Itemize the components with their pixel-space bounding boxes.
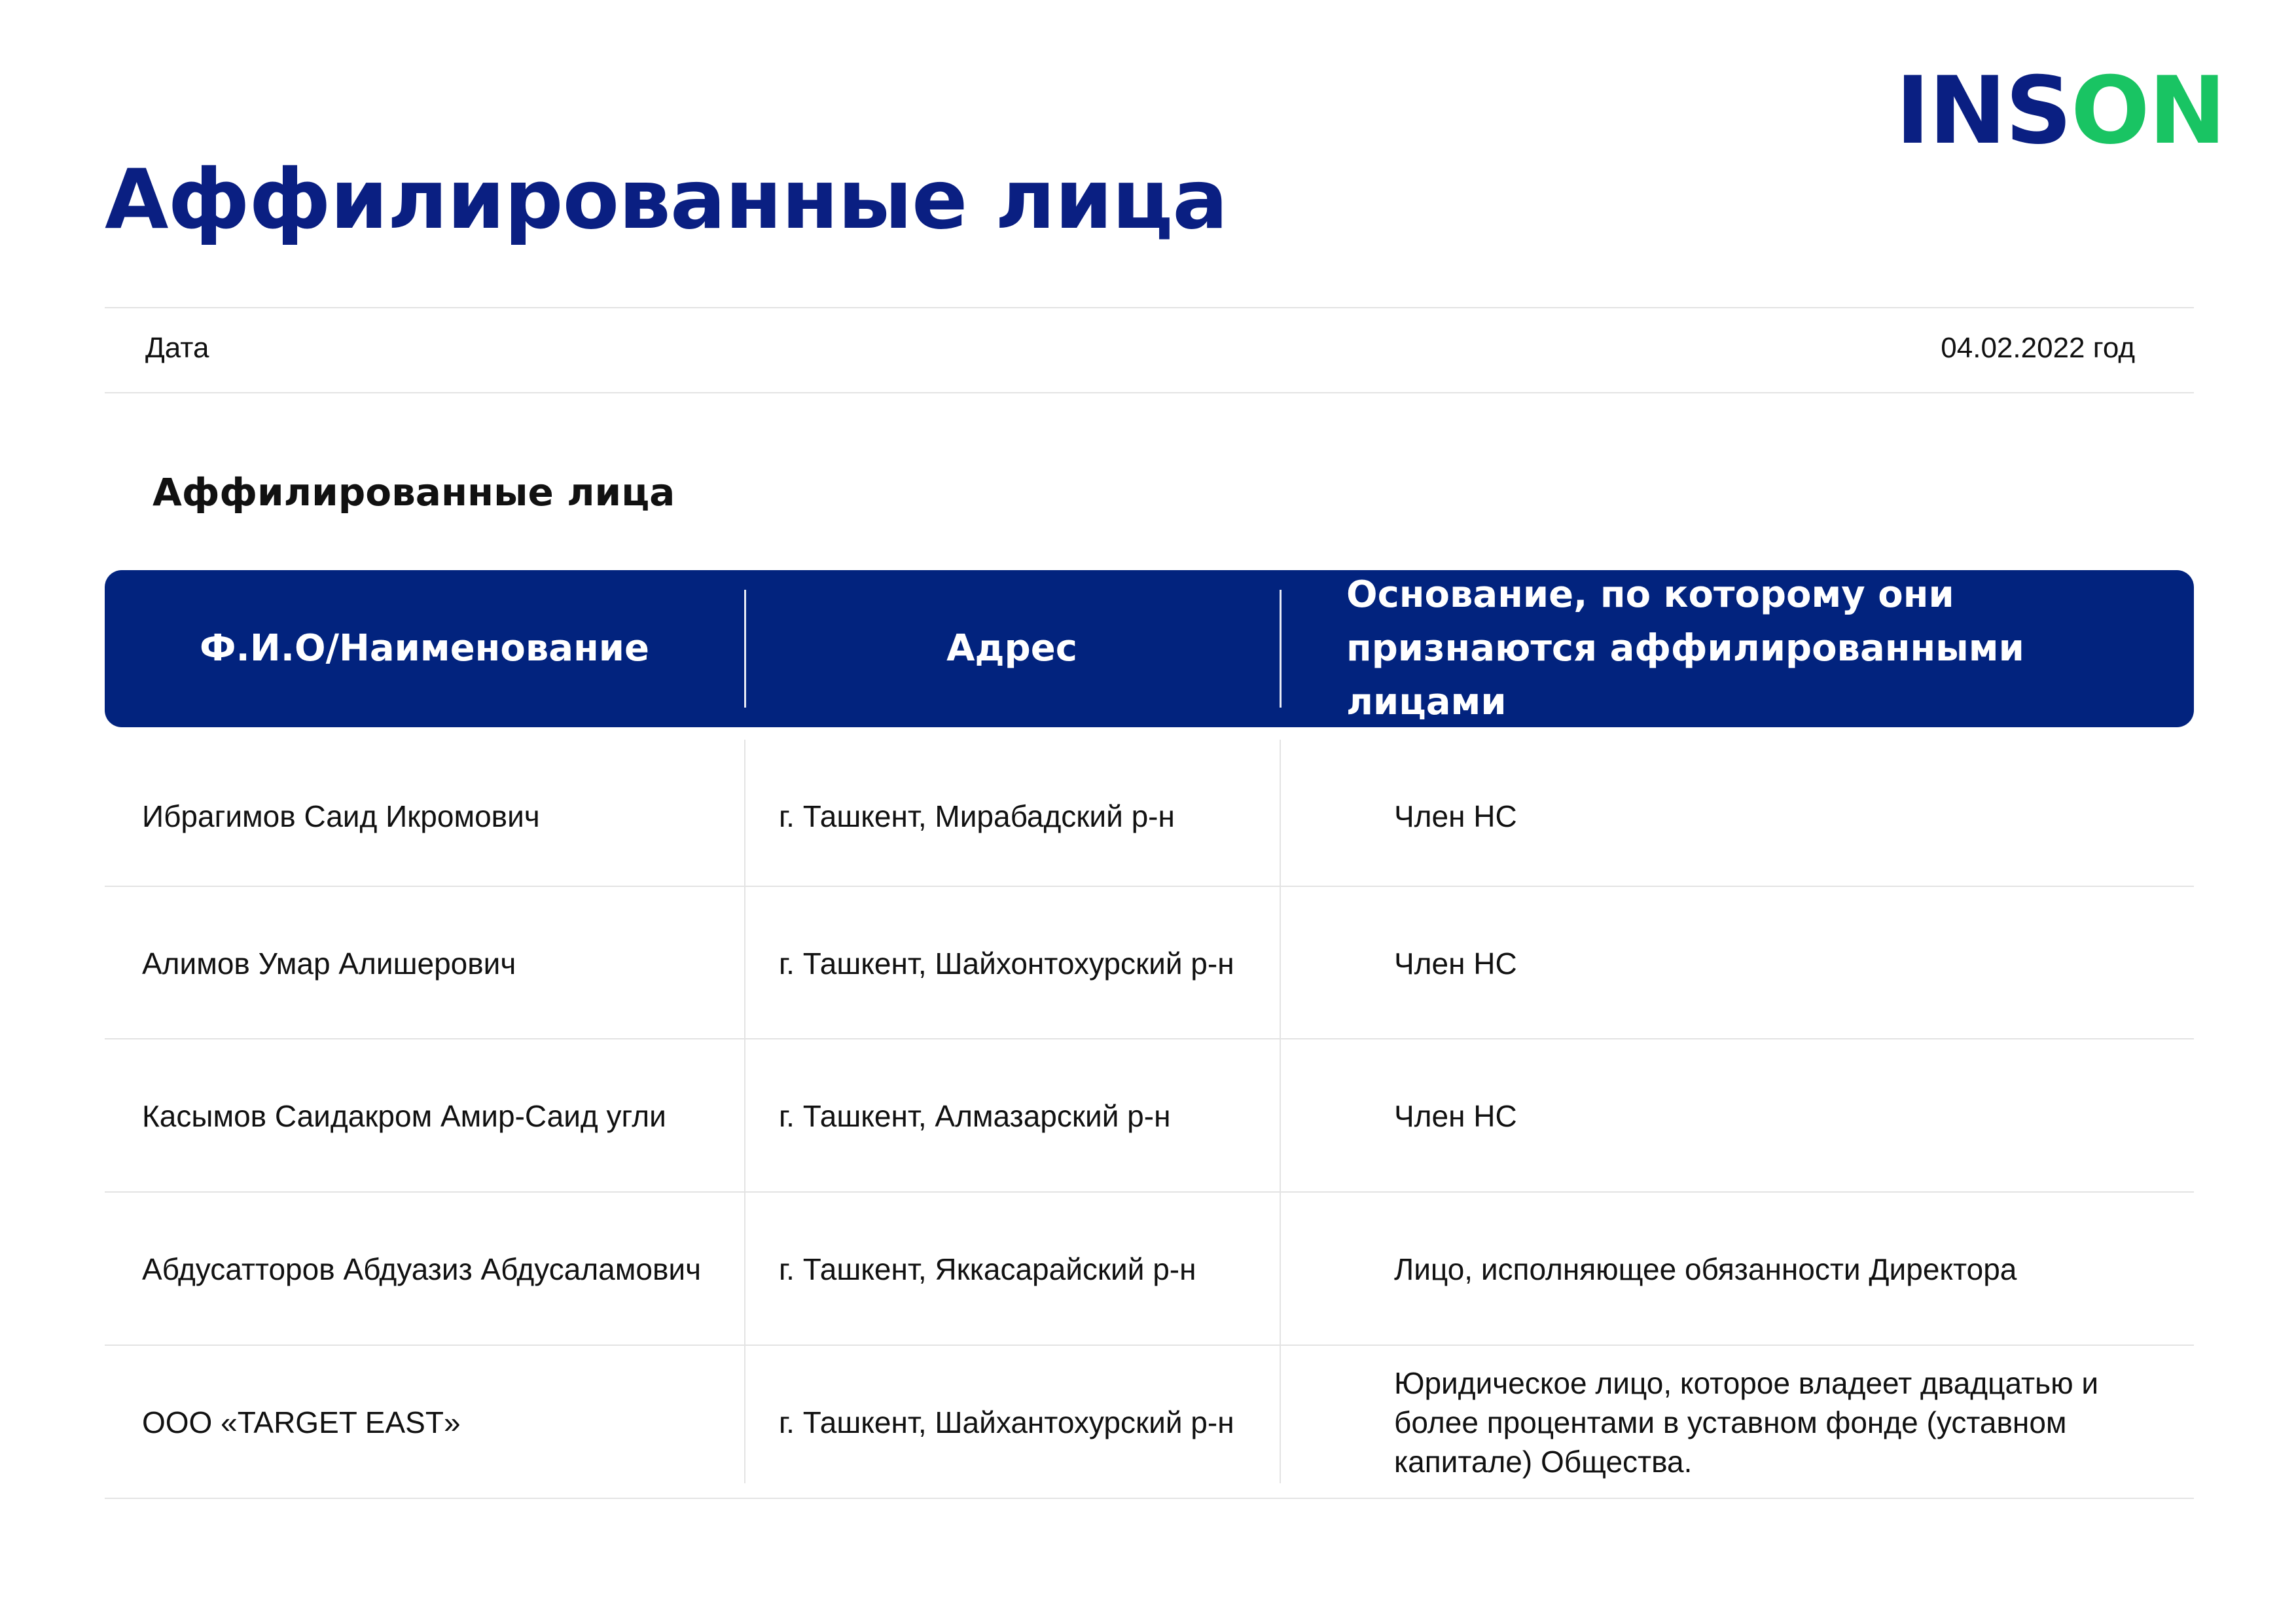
cell-name: Касымов Саидакром Амир-Саид угли	[142, 1099, 666, 1133]
table-row	[105, 887, 2194, 1040]
date-value: 04.02.2022 год	[1941, 332, 2135, 364]
cell-address: г. Ташкент, Мирабадский р-н	[779, 799, 1175, 833]
cell-name: Ибрагимов Саид Икромович	[142, 799, 540, 833]
cell-basis: Член НС	[1394, 1099, 1517, 1133]
cell-name: Абдусатторов Абдуазиз Абдусаламович	[142, 1252, 702, 1286]
row-divider	[105, 1498, 2194, 1499]
column-header-name: Ф.И.О/Наименование	[200, 627, 649, 670]
table-row	[105, 1346, 2194, 1499]
column-header-address: Адрес	[946, 627, 1077, 670]
table-row	[105, 1039, 2194, 1193]
cell-name: ООО «TARGET EAST»	[142, 1405, 461, 1439]
table-row	[105, 1193, 2194, 1346]
column-header-basis: Основание, по которому они признаются аффилированными лицами	[1346, 573, 2024, 723]
cell-address: г. Ташкент, Алмазарский р-н	[779, 1099, 1171, 1133]
cell-basis: Лицо, исполняющее обязанности Директора	[1394, 1252, 2017, 1286]
date-top-divider	[105, 307, 2194, 308]
table-row	[105, 740, 2194, 893]
table-header	[105, 570, 2194, 727]
inson-logo	[1895, 57, 2225, 165]
cell-basis: Член НС	[1394, 947, 1517, 981]
cell-address: г. Ташкент, Яккасарайский р-н	[779, 1252, 1196, 1286]
page-title: Аффилированные лица	[105, 151, 1228, 247]
cell-basis: Юридическое лицо, которое владеет двадцатью и более процентами в уставном фонде (уставном капитале) Общества.	[1394, 1366, 2099, 1479]
date-label: Дата	[145, 332, 209, 364]
cell-address: г. Ташкент, Шайхантохурский р-н	[779, 1405, 1234, 1439]
cell-name: Алимов Умар Алишерович	[142, 947, 516, 981]
logo-part-on: ON	[2070, 57, 2225, 165]
section-title: Аффилированные лица	[152, 470, 675, 514]
cell-basis: Член НС	[1394, 799, 1517, 833]
date-bottom-divider	[105, 392, 2194, 393]
cell-address: г. Ташкент, Шайхонтохурский р-н	[779, 947, 1234, 981]
logo-part-ins: INS	[1895, 57, 2071, 165]
